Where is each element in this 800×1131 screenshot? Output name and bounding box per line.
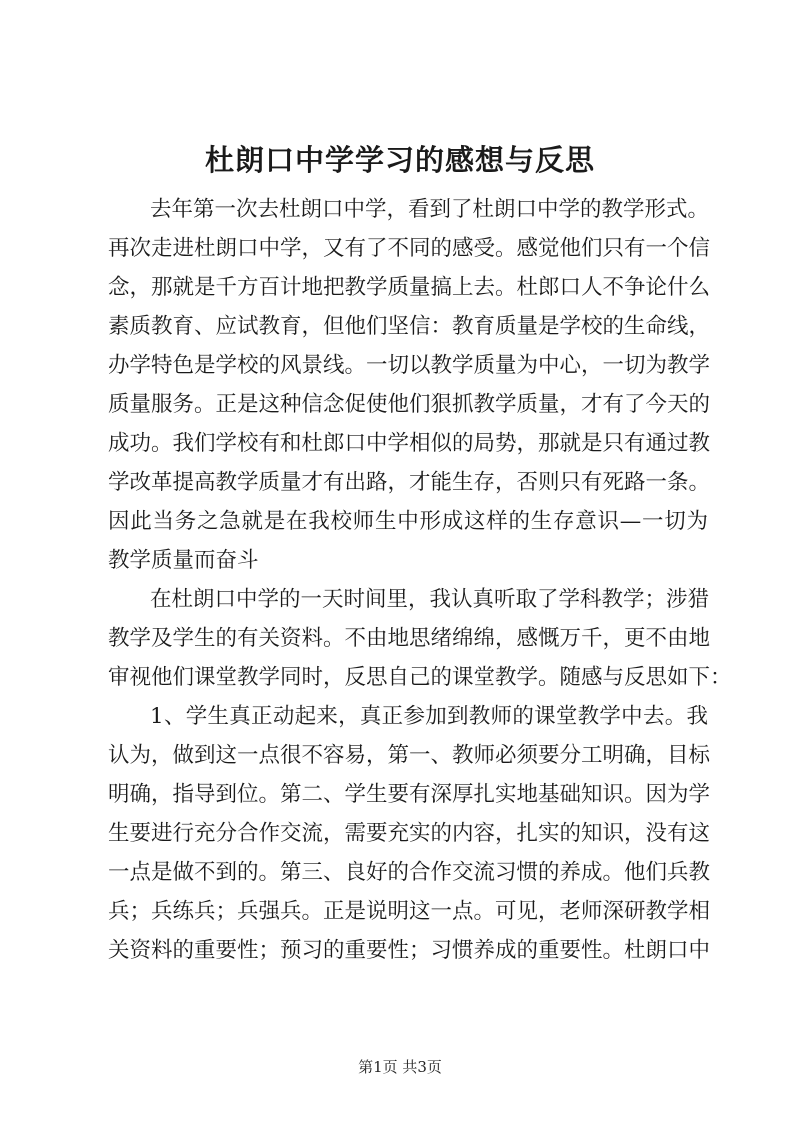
text-line: 办学特色是学校的风景线。一切以教学质量为中心，一切为教学	[108, 353, 711, 378]
text-line: 再次走进杜朗口中学，又有了不同的感受。感觉他们只有一个信	[108, 236, 711, 261]
text-line: 教学及学生的有关资料。不由地思绪绵绵，感慨万千，更不由地	[108, 626, 711, 651]
text-line: 审视他们课堂教学同时，反思自己的课堂教学。随感与反思如下：	[108, 665, 732, 690]
text-line: 去年第一次去杜朗口中学，看到了杜朗口中学的教学形式。	[150, 197, 710, 222]
paragraph	[108, 697, 711, 970]
text-line: 因此当务之急就是在我校师生中形成这样的生存意识—一切为	[108, 509, 708, 534]
text-line: 一点是做不到的。第三、良好的合作交流习惯的养成。他们兵教	[108, 860, 711, 885]
text-line: 教学质量而奋斗	[108, 548, 259, 573]
page-number: 第1页 共3页	[358, 1058, 442, 1076]
text-line: 1、学生真正动起来，真正参加到教师的课堂教学中去。我	[150, 704, 708, 729]
text-line: 素质教育、应试教育，但他们坚信：教育质量是学校的生命线，	[108, 314, 711, 339]
paragraph	[108, 190, 711, 580]
text-line: 认为，做到这一点很不容易，第一、教师必须要分工明确，目标	[108, 743, 711, 768]
text-line: 念，那就是千方百计地把教学质量搞上去。杜郎口人不争论什么	[108, 275, 711, 300]
text-line: 在杜朗口中学的一天时间里，我认真听取了学科教学；涉猎	[150, 587, 710, 612]
document-title: 杜朗口中学学习的感想与反思	[204, 143, 595, 177]
text-line: 明确，指导到位。第二、学生要有深厚扎实地基础知识。因为学	[108, 782, 711, 807]
text-line: 学改革提高教学质量才有出路，才能生存，否则只有死路一条。	[108, 470, 711, 495]
document-body	[108, 190, 732, 970]
text-line: 兵；兵练兵；兵强兵。正是说明这一点。可见，老师深研教学相	[108, 899, 711, 924]
text-line: 成功。我们学校有和杜郎口中学相似的局势，那就是只有通过教	[108, 431, 711, 456]
text-line: 生要进行充分合作交流，需要充实的内容，扎实的知识，没有这	[108, 821, 711, 846]
text-line: 质量服务。正是这种信念促使他们狠抓教学质量，才有了今天的	[108, 392, 711, 417]
text-line: 关资料的重要性；预习的重要性；习惯养成的重要性。杜朗口中	[108, 938, 711, 963]
paragraph	[108, 580, 732, 697]
